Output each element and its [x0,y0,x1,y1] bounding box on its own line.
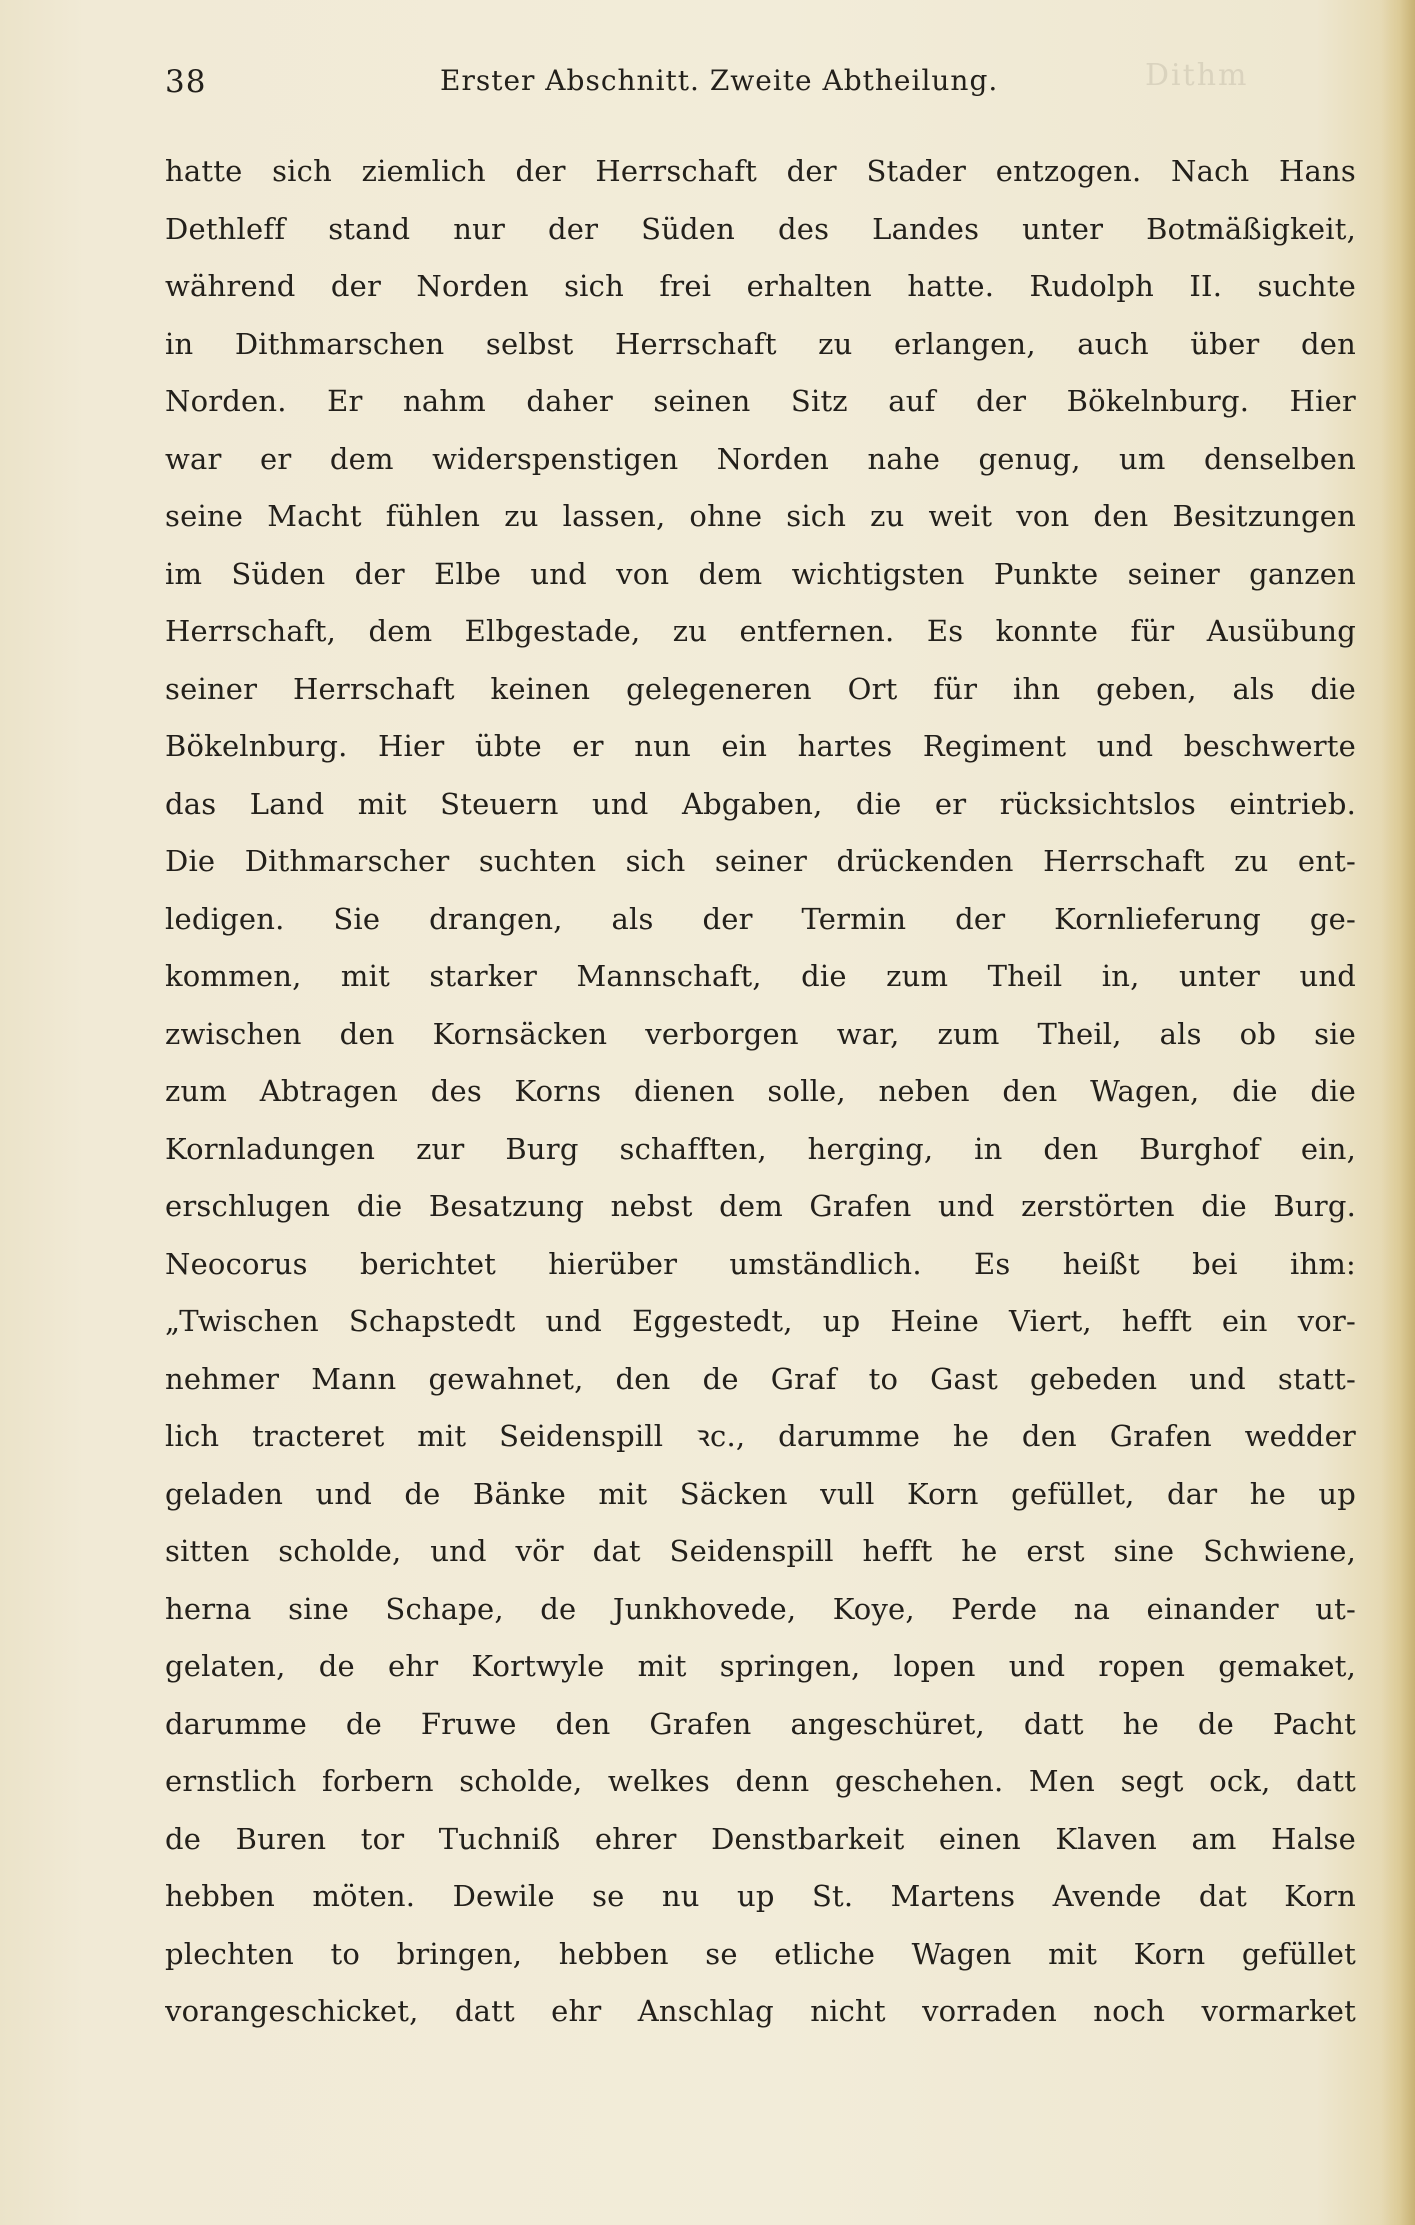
text-line: „Twischen Schapstedt und Eggestedt, up Heine Viert, hefft ein vor- [165,1304,1356,1338]
text-line: plechten to bringen, hebben se etliche Wagen mit Korn gefüllet [165,1936,1356,1971]
text-line: hebben möten. Dewile se nu up St. Martens Avende dat Korn [165,1879,1356,1913]
text-line: seine Macht fühlen zu lassen, ohne sich zu weit von den Besitzungen [165,499,1356,533]
text-line: im Süden der Elbe und von dem wichtigsten Punkte seiner ganzen [165,556,1356,591]
page-number: 38 [165,64,207,100]
text-line: vorangeschicket, datt ehr Anschlag nicht vorraden noch vormarket [165,1994,1356,2028]
text-line: erschlugen die Besatzung nebst dem Grafen und zerstörten die Burg. [165,1189,1356,1223]
text-line: Bökelnburg. Hier übte er nun ein hartes Regiment und beschwerte [165,729,1356,763]
text-line: hatte sich ziemlich der Herrschaft der Stader entzogen. Nach Hans [165,154,1356,188]
text-line: de Buren tor Tuchniß ehrer Denstbarkeit einen Klaven am Halse [165,1821,1356,1856]
text-line: Herrschaft, dem Elbgestade, zu entfernen. Es konnte für Ausübung [165,614,1356,648]
text-line: sitten scholde, und vör dat Seidenspill hefft he erst sine Schwiene, [165,1534,1356,1568]
page-header [165,64,1275,114]
text-line: Neocorus berichtet hierüber umständlich. Es heißt bei ihm: [165,1246,1356,1281]
text-line: gelaten, de ehr Kortwyle mit springen, lopen und ropen gemaket, [165,1649,1356,1683]
text-line: Norden. Er nahm daher seinen Sitz auf der Bökelnburg. Hier [165,384,1356,418]
text-line: ledigen. Sie drangen, als der Termin der Kornlieferung ge- [165,901,1356,936]
text-line: nehmer Mann gewahnet, den de Graf to Gast gebeden und statt- [165,1361,1356,1396]
body-text [165,143,1356,2041]
bleed-through-text: Dithm [1145,58,1249,93]
text-line: seiner Herrschaft keinen gelegeneren Ort für ihn geben, als die [165,671,1356,706]
text-line: lich tracteret mit Seidenspill ꝛc., darumme he den Grafen wedder [165,1419,1356,1453]
text-line: war er dem widerspenstigen Norden nahe genug, um denselben [165,441,1356,476]
text-line: kommen, mit starker Mannschaft, die zum Theil in, unter und [165,959,1356,993]
text-line: Kornladungen zur Burg schafften, herging, in den Burghof ein, [165,1131,1356,1166]
text-line: Die Dithmarscher suchten sich seiner drückenden Herrschaft zu ent- [165,844,1356,878]
page-edge-shadow [1381,0,1415,2225]
text-line: geladen und de Bänke mit Säcken vull Korn gefüllet, dar he up [165,1476,1356,1511]
text-line: ernstlich forbern scholde, welkes denn geschehen. Men segt ock, datt [165,1764,1356,1798]
text-line: zwischen den Kornsäcken verborgen war, zum Theil, als ob sie [165,1016,1356,1051]
text-line: in Dithmarschen selbst Herrschaft zu erlangen, auch über den [165,326,1356,361]
text-line: das Land mit Steuern und Abgaben, die er rücksichtslos eintrieb. [165,786,1356,821]
text-line: zum Abtragen des Korns dienen solle, neben den Wagen, die die [165,1074,1356,1108]
text-line: darumme de Fruwe den Grafen angeschüret, datt he de Pacht [165,1706,1356,1741]
running-head: Erster Abschnitt. Zweite Abtheilung. [440,64,999,97]
text-line: Dethleff stand nur der Süden des Landes unter Botmäßigkeit, [165,211,1356,246]
text-line: während der Norden sich frei erhalten hatte. Rudolph II. suchte [165,269,1356,303]
text-line: herna sine Schape, de Junkhovede, Koye, Perde na einander ut- [165,1591,1356,1626]
